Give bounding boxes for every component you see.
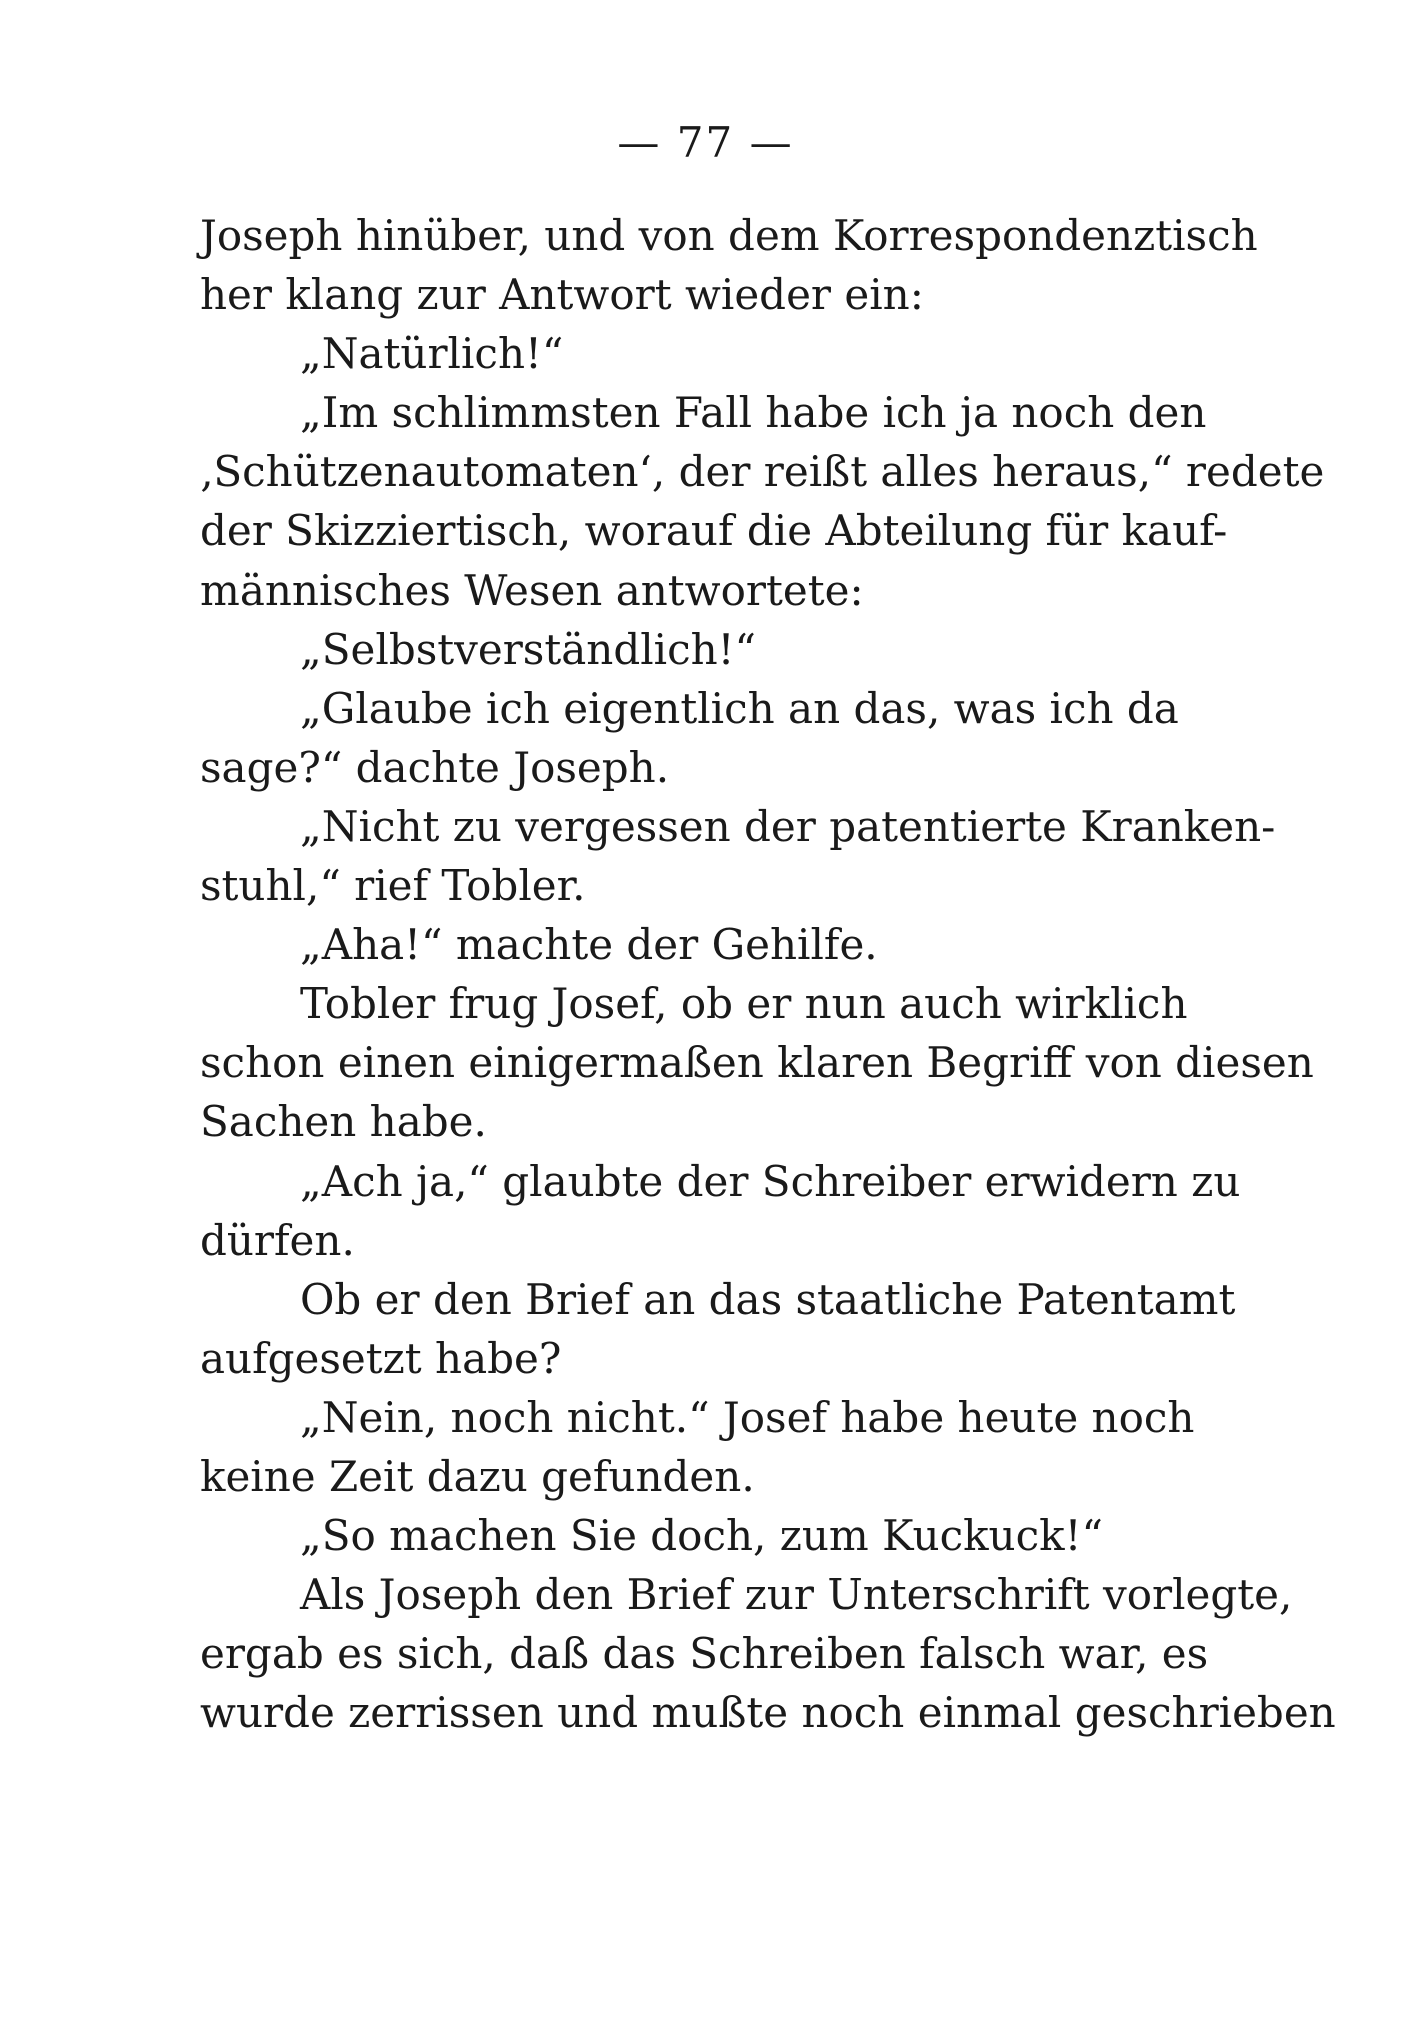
text-line: schon einen einigermaßen klaren Begriff von diesen (200, 1038, 1314, 1088)
text-line: „Aha!“ machte der Gehilfe. (300, 920, 878, 970)
text-line: „Glaube ich eigentlich an das, was ich da (300, 683, 1179, 733)
text-line: ergab es sich, daß das Schreiben falsch war, es (200, 1629, 1209, 1679)
text-line: Ob er den Brief an das staatliche Patentamt (300, 1274, 1236, 1324)
text-line: „Nein, noch nicht.“ Josef habe heute noch (300, 1392, 1195, 1442)
text-line: stuhl,“ rief Tobler. (200, 861, 586, 911)
text-line: Als Joseph den Brief zur Unterschrift vorlegte, (300, 1570, 1293, 1620)
body-text (200, 206, 1336, 1742)
text-line: her klang zur Antwort wieder ein: (200, 270, 924, 320)
text-line: „Ach ja,“ glaubte der Schreiber erwidern zu (300, 1156, 1241, 1206)
text-line: wurde zerrissen und mußte noch einmal geschrieben (200, 1688, 1336, 1738)
page-number: — 77 — (617, 118, 794, 167)
text-line: „Nicht zu vergessen der patentierte Kranken- (300, 801, 1276, 851)
text-line: „So machen Sie doch, zum Kuckuck!“ (300, 1511, 1103, 1561)
text-line: keine Zeit dazu gefunden. (200, 1451, 755, 1501)
text-line: ‚Schützenautomaten‘, der reißt alles heraus,“ redete (200, 447, 1325, 497)
text-line: „Natürlich!“ (300, 329, 564, 379)
text-line: dürfen. (200, 1215, 355, 1265)
text-line: männisches Wesen antwortete: (200, 565, 864, 615)
text-line: „Selbstverständlich!“ (300, 624, 756, 674)
text-line: Sachen habe. (200, 1097, 487, 1147)
text-line: aufgesetzt habe? (200, 1333, 562, 1383)
text-line: Tobler frug Josef, ob er nun auch wirklich (300, 979, 1188, 1029)
text-line: sage?“ dachte Joseph. (200, 742, 670, 792)
text-line: Joseph hinüber, und von dem Korrespondenztisch (200, 211, 1258, 260)
text-line: „Im schlimmsten Fall habe ich ja noch den (300, 388, 1207, 438)
text-line: der Skizziertisch, worauf die Abteilung für kauf- (200, 506, 1228, 556)
